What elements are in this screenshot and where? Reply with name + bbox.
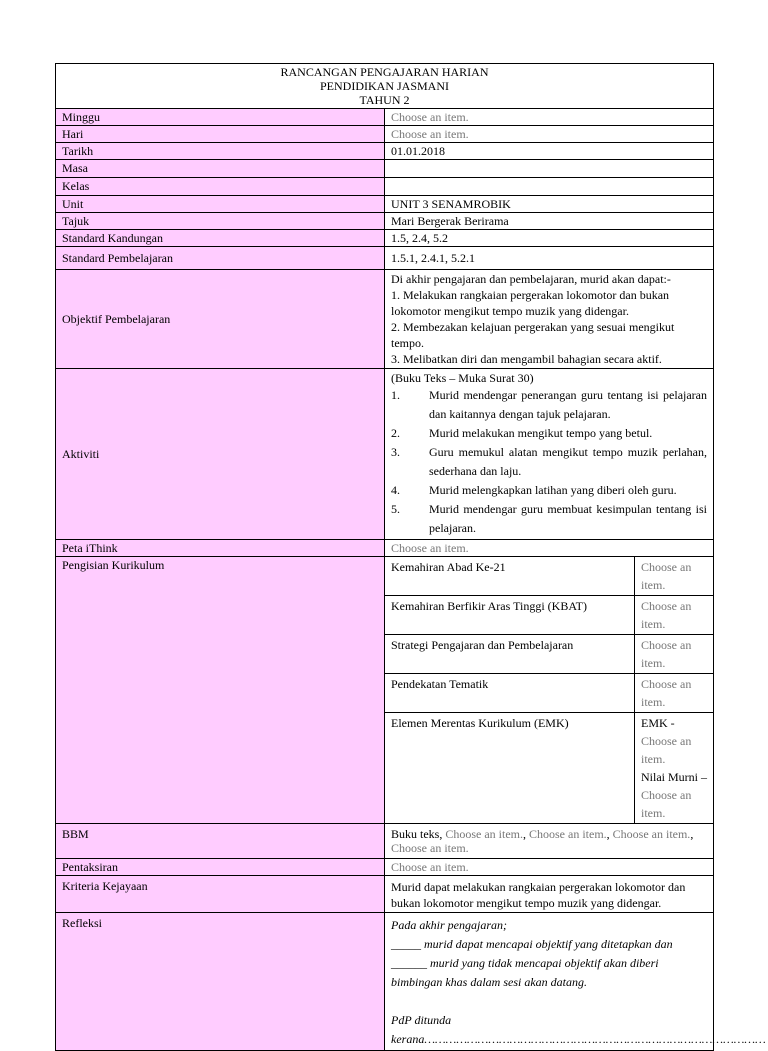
objektif-cell bbox=[385, 270, 714, 369]
pengisian-kurikulum-cell bbox=[385, 557, 714, 824]
kurikulum-dropdown[interactable]: Choose an item. bbox=[641, 560, 692, 592]
header-subject: PENDIDIKAN JASMANI bbox=[320, 79, 449, 93]
aktiviti-label: Aktiviti bbox=[56, 369, 385, 540]
kurikulum-item-label: Kemahiran Berfikir Aras Tinggi (KBAT) bbox=[385, 596, 635, 635]
bbm-label: BBM bbox=[56, 824, 385, 859]
kurikulum-item-label: Elemen Merentas Kurikulum (EMK) bbox=[385, 713, 635, 824]
tarikh-label: Tarikh bbox=[56, 143, 385, 160]
objektif-item: 3. Melibatkan diri dan mengambil bahagian secara aktif. bbox=[391, 352, 662, 366]
aktiviti-reference: (Buku Teks – Muka Surat 30) bbox=[391, 371, 534, 385]
kriteria-kejayaan-label: Kriteria Kejayaan bbox=[56, 876, 385, 913]
tarikh-value[interactable]: 01.01.2018 bbox=[385, 143, 714, 160]
list-item: 5. Murid mendengar guru membuat kesimpulan tentang isi pelajaran. bbox=[391, 502, 707, 535]
refleksi-line: Pada akhir pengajaran; bbox=[391, 918, 507, 932]
objektif-item: 1. Melakukan rangkaian pergerakan lokomotor dan bukan lokomotor mengikut tempo muzik yang didengar. bbox=[391, 288, 670, 318]
kriteria-kejayaan-value[interactable]: Murid dapat melakukan rangkaian pergerakan lokomotor dan bukan lokomotor mengikut tempo muzik yang didengar. bbox=[385, 876, 714, 913]
pengisian-kurikulum-label: Pengisian Kurikulum bbox=[56, 557, 385, 824]
kelas-value[interactable] bbox=[385, 178, 714, 196]
hari-dropdown[interactable]: Choose an item. bbox=[391, 127, 469, 141]
refleksi-cell[interactable] bbox=[385, 913, 766, 1051]
emk-prefix: EMK - bbox=[641, 716, 675, 730]
hari-label: Hari bbox=[56, 126, 385, 143]
minggu-dropdown[interactable]: Choose an item. bbox=[391, 110, 469, 124]
bbm-dropdown[interactable]: Choose an item. bbox=[612, 827, 691, 841]
kurikulum-item-label: Strategi Pengajaran dan Pembelajaran bbox=[385, 635, 635, 674]
standard-kandungan-label: Standard Kandungan bbox=[56, 230, 385, 247]
refleksi-label: Refleksi bbox=[56, 913, 385, 1051]
rph-table bbox=[55, 63, 766, 1051]
tajuk-label: Tajuk bbox=[56, 213, 385, 230]
aktiviti-list bbox=[391, 386, 707, 538]
emk-dropdown[interactable]: Choose an item. bbox=[641, 734, 692, 766]
header-year: TAHUN 2 bbox=[359, 93, 410, 107]
unit-label: Unit bbox=[56, 196, 385, 213]
pentaksiran-dropdown[interactable]: Choose an item. bbox=[391, 860, 469, 874]
bbm-cell: Buku teks, Choose an item., Choose an item., Choose an item., Choose an item. bbox=[385, 824, 714, 859]
objektif-label: Objektif Pembelajaran bbox=[56, 270, 385, 369]
aktiviti-cell bbox=[385, 369, 714, 540]
list-item: 3. Guru memukul alatan mengikut tempo muzik perlahan, sederhana dan laju. bbox=[391, 445, 707, 478]
nilai-murni-prefix: Nilai Murni – bbox=[641, 770, 707, 784]
kurikulum-dropdown[interactable]: Choose an item. bbox=[641, 638, 692, 670]
table-row bbox=[385, 596, 713, 635]
standard-pembelajaran-value[interactable]: 1.5.1, 2.4.1, 5.2.1 bbox=[385, 247, 714, 270]
kurikulum-table bbox=[385, 557, 713, 823]
kurikulum-item-label: Kemahiran Abad Ke-21 bbox=[385, 557, 635, 596]
list-item: 2. Murid melakukan mengikut tempo yang betul. bbox=[391, 426, 653, 440]
tajuk-value[interactable]: Mari Bergerak Berirama bbox=[385, 213, 714, 230]
refleksi-line: PdP ditunda kerana…………………………………………………………………………………… bbox=[391, 1013, 766, 1046]
table-row bbox=[385, 557, 713, 596]
list-item: 1. Murid mendengar penerangan guru tentang isi pelajaran dan kaitannya dengan tajuk pelajaran. bbox=[391, 388, 707, 421]
header-title: RANCANGAN PENGAJARAN HARIAN bbox=[280, 65, 489, 79]
refleksi-line: _____ murid dapat mencapai objektif yang ditetapkan dan ______ murid yang tidak mencapai objektif akan diberi bimbingan khas dalam sesi akan datang. bbox=[391, 937, 673, 989]
bbm-dropdown[interactable]: Choose an item. bbox=[529, 827, 607, 841]
list-item: 4. Murid melengkapkan latihan yang diberi oleh guru. bbox=[391, 483, 677, 497]
unit-value[interactable]: UNIT 3 SENAMROBIK bbox=[385, 196, 714, 213]
kelas-label: Kelas bbox=[56, 178, 385, 196]
objektif-item: 2. Membezakan kelajuan pergerakan yang sesuai mengikut tempo. bbox=[391, 320, 675, 350]
table-row bbox=[385, 674, 713, 713]
masa-value[interactable] bbox=[385, 160, 714, 178]
peta-ithink-dropdown[interactable]: Choose an item. bbox=[391, 541, 469, 555]
pentaksiran-label: Pentaksiran bbox=[56, 859, 385, 876]
emk-cell bbox=[635, 713, 714, 824]
standard-kandungan-value[interactable]: 1.5, 2.4, 5.2 bbox=[385, 230, 714, 247]
peta-ithink-label: Peta iThink bbox=[56, 540, 385, 557]
table-row bbox=[385, 713, 713, 824]
nilai-murni-dropdown[interactable]: Choose an item. bbox=[641, 788, 692, 820]
table-row bbox=[385, 635, 713, 674]
kurikulum-dropdown[interactable]: Choose an item. bbox=[641, 599, 692, 631]
kurikulum-dropdown[interactable]: Choose an item. bbox=[641, 677, 692, 709]
bbm-dropdown[interactable]: Choose an item. bbox=[445, 827, 523, 841]
spacer bbox=[391, 992, 707, 1011]
bbm-prefix: Buku teks, bbox=[391, 827, 446, 841]
bbm-dropdown[interactable]: Choose an item. bbox=[391, 841, 469, 855]
objektif-intro: Di akhir pengajaran dan pembelajaran, murid akan dapat:- bbox=[391, 272, 671, 286]
document-header bbox=[56, 64, 714, 109]
kurikulum-item-label: Pendekatan Tematik bbox=[385, 674, 635, 713]
standard-pembelajaran-label: Standard Pembelajaran bbox=[56, 247, 385, 270]
masa-label: Masa bbox=[56, 160, 385, 178]
minggu-label: Minggu bbox=[56, 109, 385, 126]
